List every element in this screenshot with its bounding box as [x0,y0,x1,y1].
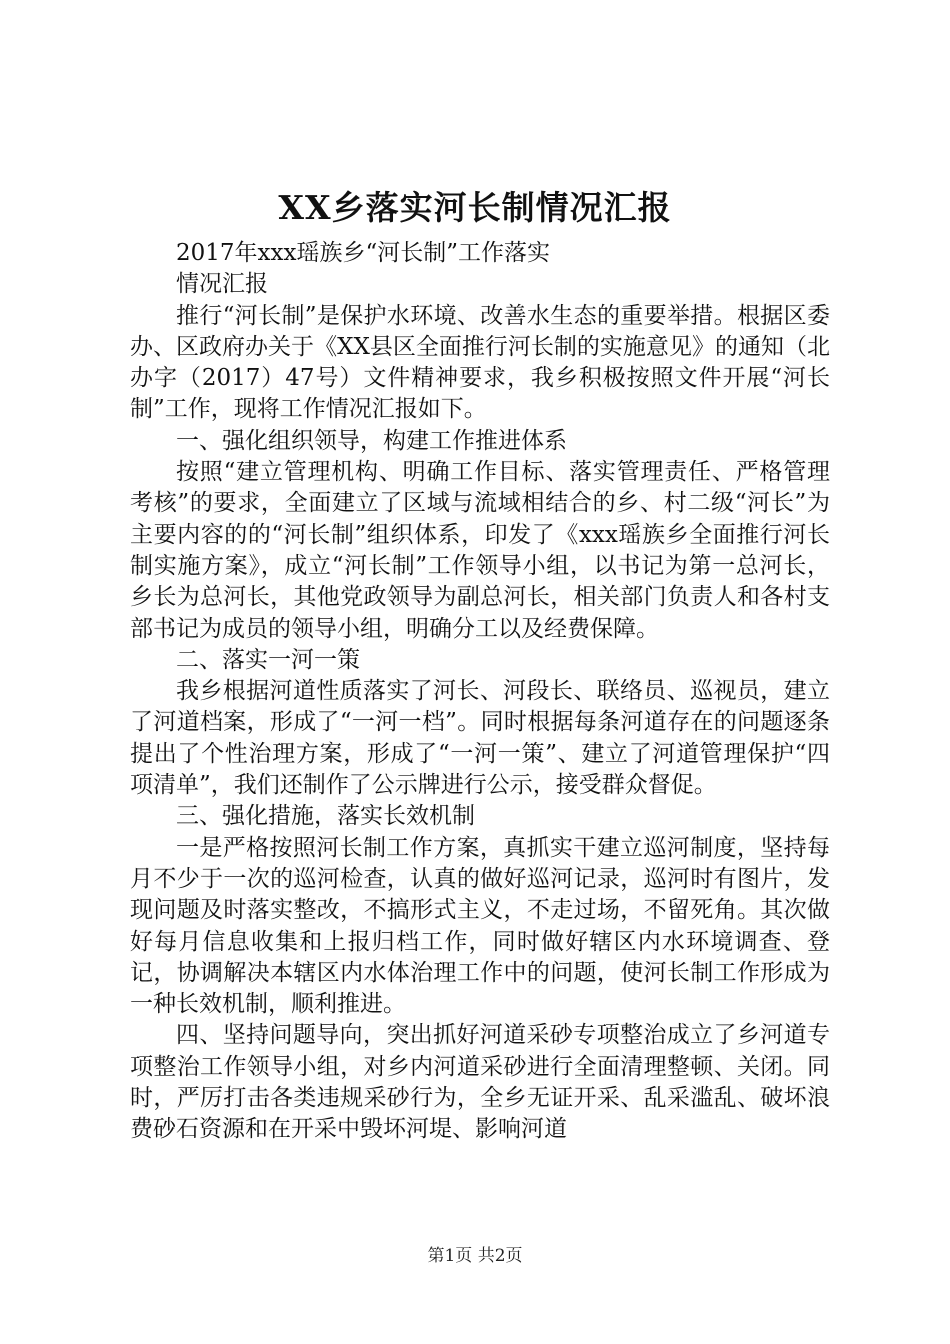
paragraph-section-3: 一是严格按照河长制工作方案，真抓实干建立巡河制度，坚持每月不少于一次的巡河检查，认真的做好巡河记录，巡河时有图片，发现问题及时落实整改，不搞形式主义，不走过场，不留死角。其次做好每月信息收集和上报归档工作，同时做好辖区内水环境调查、登记，协调解决本辖区内水体治理工作中的问题，使河长制工作形成为一种长效机制，顺利推进。 [130,834,830,1018]
paragraph-section-4: 四、坚持问题导向，突出抓好河道采砂专项整治成立了乡河道专项整治工作领导小组，对乡内河道采砂进行全面清理整顿、关闭。同时，严厉打击各类违规采砂行为，全乡无证开采、乱采滥乱、破坏浪费砂石资源和在开采中毁坏河堤、影响河道 [130,1022,830,1143]
section-heading-3: 三、强化措施，落实长效机制 [176,803,475,830]
paragraph-section-2: 我乡根据河道性质落实了河长、河段长、联络员、巡视员，建立了河道档案，形成了“一河一档”。同时根据每条河道存在的问题逐条提出了个性治理方案，形成了“一河一策”、建立了河道管理保护“四项清单”，我们还制作了公示牌进行公示，接受群众督促。 [130,678,830,799]
document-body [130,238,830,1146]
section-heading-1: 一、强化组织领导，构建工作推进体系 [176,427,567,454]
page-footer: 第1页 共2页 [427,1246,523,1266]
document-title: XX乡落实河长制情况汇报 [278,188,672,227]
subtitle-line-2: 情况汇报 [176,271,268,298]
paragraph-section-1: 按照“建立管理机构、明确工作目标、落实管理责任、严格管理考核”的要求，全面建立了区域与流域相结合的乡、村二级“河长”为主要内容的的“河长制”组织体系，印发了《xxx瑶族乡全面推行河长制实施方案》，成立“河长制”工作领导小组，以书记为第一总河长，乡长为总河长，其他党政领导为副总河长，相关部门负责人和各村支部书记为成员的领导小组，明确分工以及经费保障。 [130,459,830,642]
subtitle-line-1: 2017年xxx瑶族乡“河长制”工作落实 [176,240,550,266]
section-heading-2: 二、落实一河一策 [176,646,360,673]
paragraph-intro: 推行“河长制”是保护水环境、改善水生态的重要举措。根据区委办、区政府办关于《XX县区全面推行河长制的实施意见》的通知（北办字（2017）47号）文件精神要求，我乡积极按照文件开展“河长制”工作，现将工作情况汇报如下。 [130,302,830,423]
